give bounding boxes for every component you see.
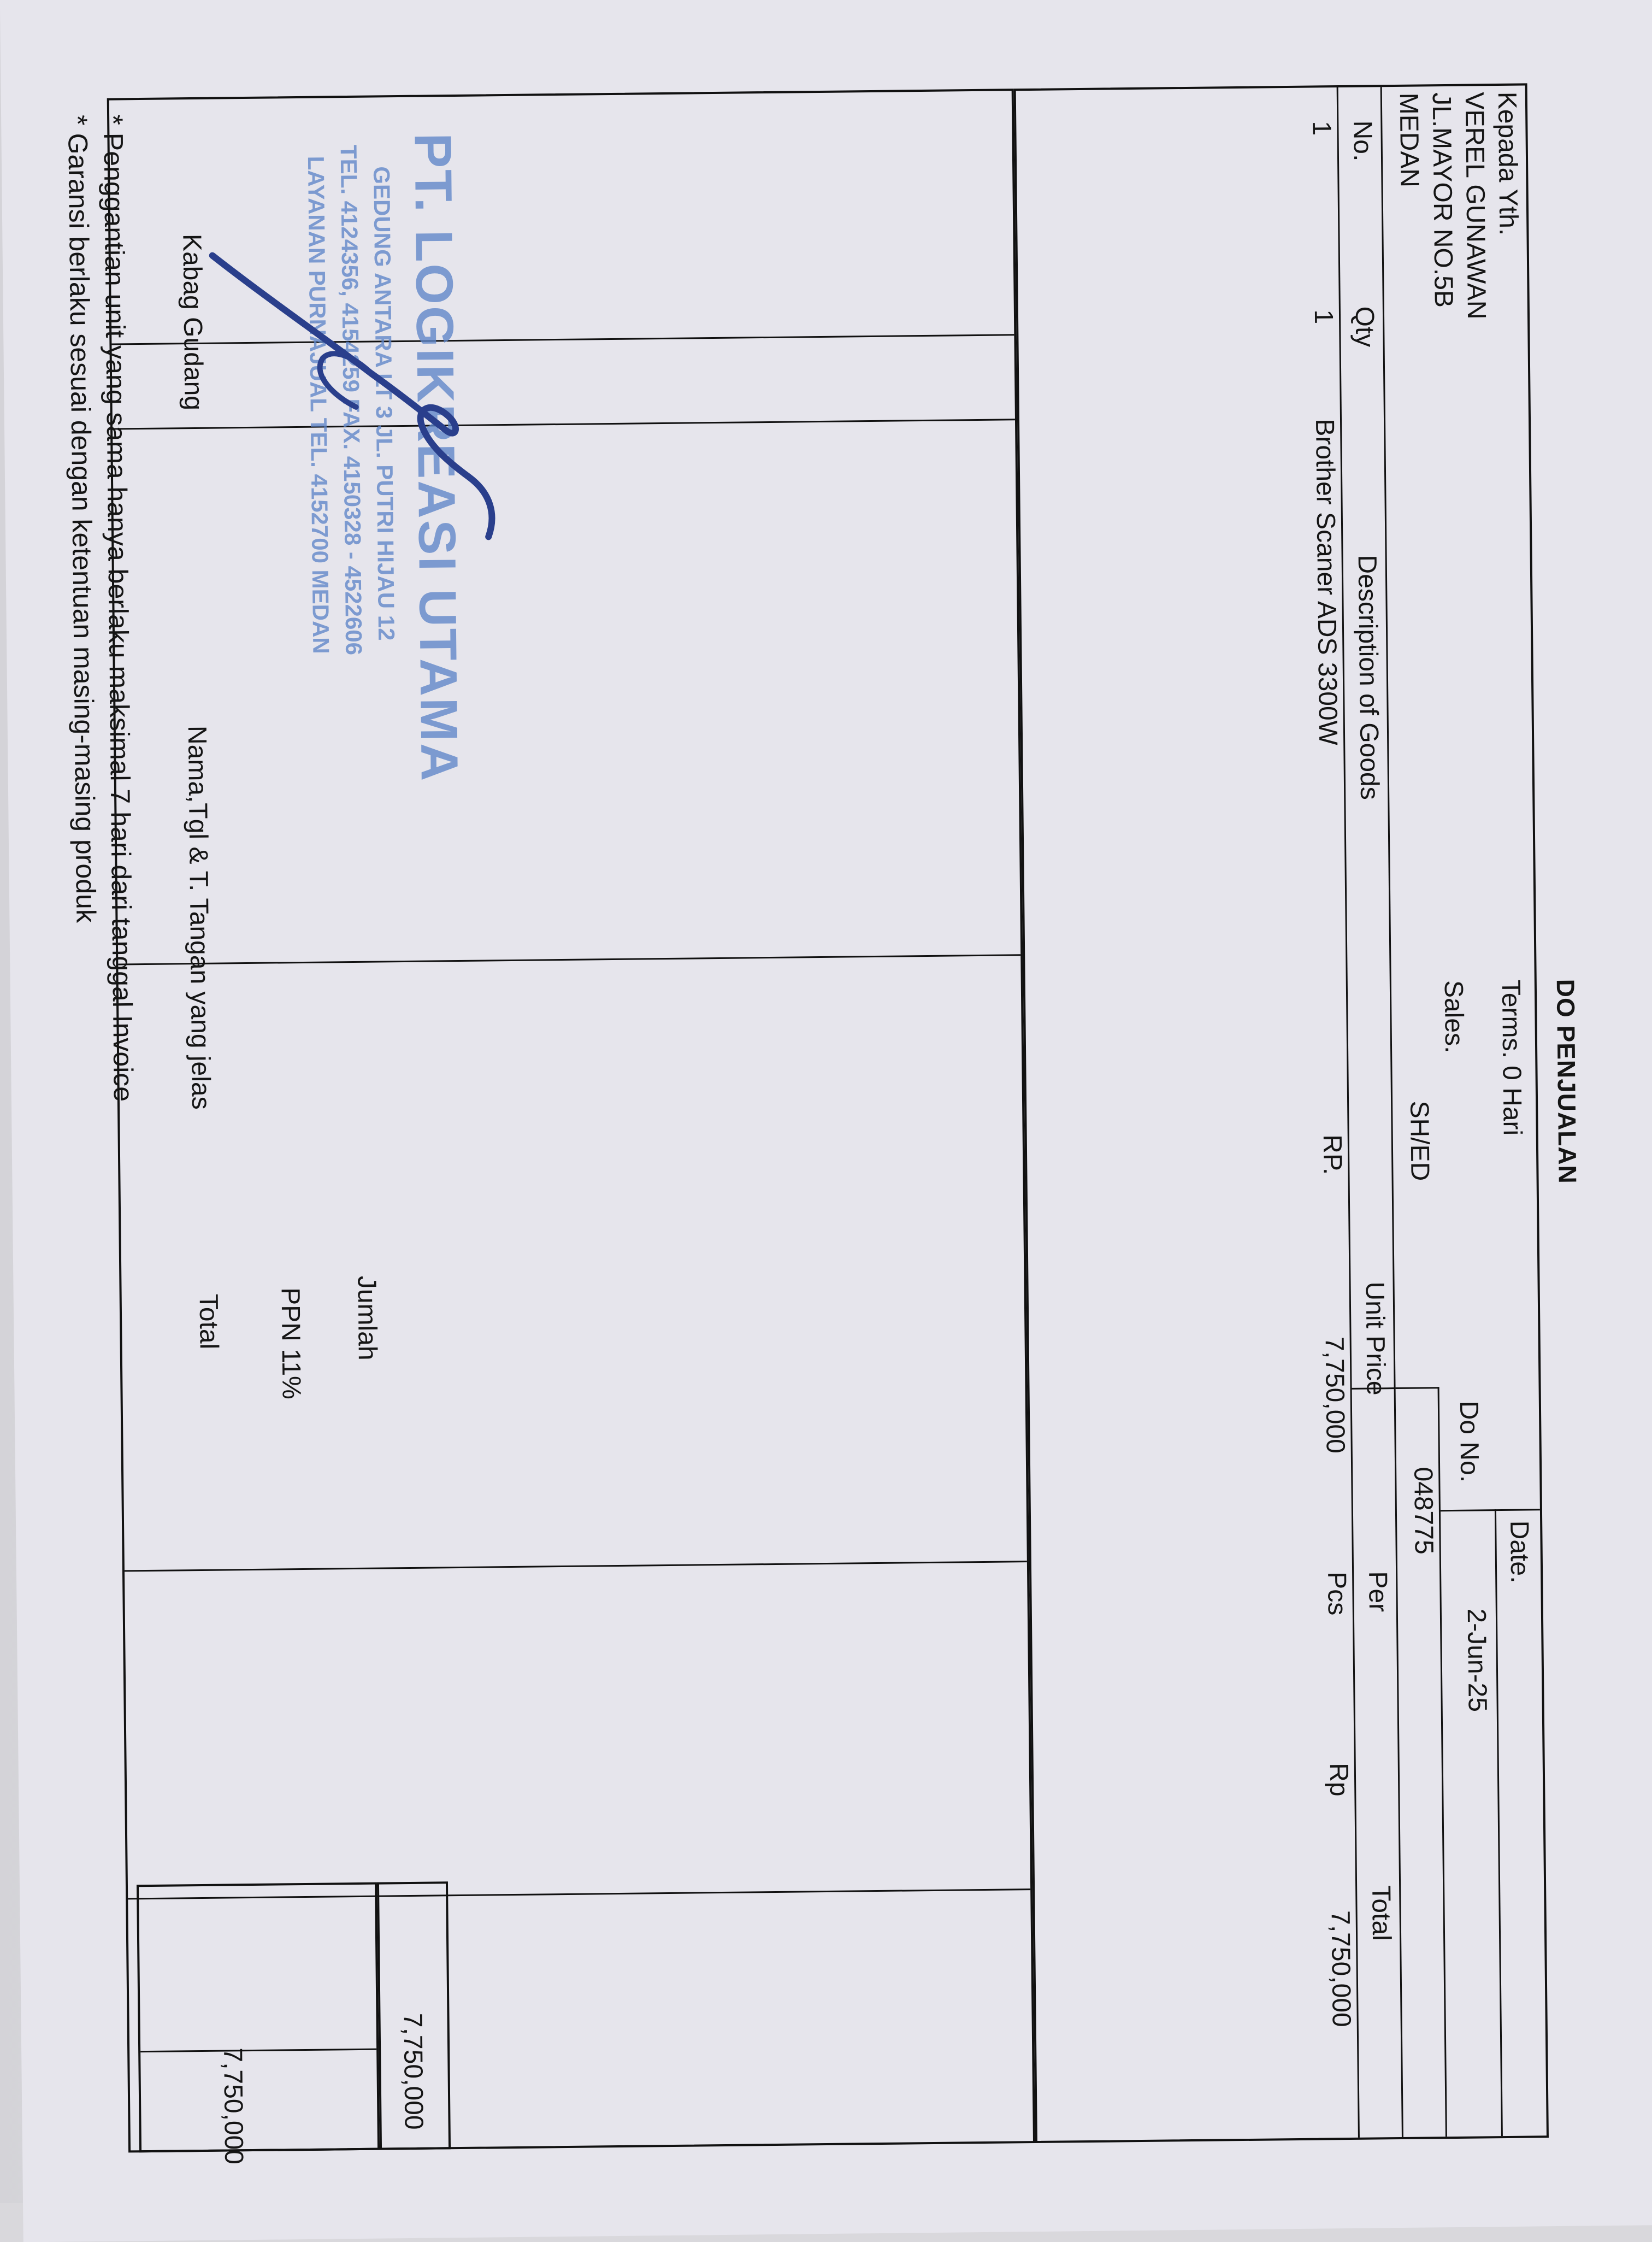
do-no-value: 048775 (1408, 1467, 1438, 1555)
row-total: 7,750,000 (1325, 1910, 1356, 2027)
sales-value: SH/ED (1405, 1101, 1435, 1181)
ppn-label: PPN 11% (275, 1287, 306, 1400)
row-no: 1 (1307, 121, 1336, 136)
stamp-company-name: PT. LOGIKREASI UTAMA (403, 132, 469, 783)
total-value: 7,750,000 (218, 2047, 249, 2165)
row-currency: RP. (1317, 1134, 1347, 1175)
signature-instruction: Nama,Tgl & T. Tangan yang jelas (182, 725, 216, 1110)
column-header-bottom-line (1337, 87, 1360, 2138)
col-line-per (125, 1561, 1027, 1572)
total-box-divider (140, 2049, 376, 2053)
header-form (1014, 83, 1549, 2143)
customer-name: VEREL GUNAWAN (1459, 92, 1491, 320)
column-unit-price: Unit Price (1360, 1281, 1390, 1396)
row-unit-price: 7,750,000 (1319, 1336, 1350, 1454)
addressee-label: Kepada Yth. (1492, 91, 1523, 236)
terms-text: Terms. 0 Hari (1496, 979, 1527, 1136)
jumlah-label: Jumlah (352, 1275, 382, 1361)
document-title: DO PENJUALAN (1551, 979, 1582, 1184)
column-description: Description of Goods (1352, 555, 1384, 800)
row-per: Pcs (1322, 1571, 1352, 1616)
signature-role: Kabag Gudang (177, 233, 208, 411)
sales-label: Sales. (1438, 980, 1469, 1054)
date-divider (1495, 1509, 1503, 2136)
date-label: Date. (1504, 1520, 1535, 1584)
date-value: 2-Jun-25 (1461, 1608, 1492, 1713)
jumlah-value: 7,750,000 (398, 2012, 428, 2130)
stamp-address-line: GEDUNG ANTARA LT 3 JL. PUTRI HIJAU 12 (369, 166, 400, 641)
jumlah-box (377, 1881, 451, 2150)
stamp-phone-line: TEL. 4124356, 4154259 FAX. 4150328 - 4522606 (335, 144, 367, 656)
row-total-currency: Rp (1324, 1762, 1354, 1797)
do-no-divider (1438, 1387, 1447, 2137)
column-per: Per (1363, 1571, 1393, 1613)
do-no-box-left-border (1396, 1387, 1439, 1389)
note-replacement: * Penggantian unit yang sama hanya berlaku maksimal 7 hari dari tanggal Invoice (98, 114, 139, 1102)
handwritten-signature (190, 209, 499, 551)
customer-address: JL.MAYOR NO.5B (1426, 92, 1458, 308)
column-no: No. (1348, 120, 1378, 162)
do-no-label: Do No. (1454, 1400, 1484, 1483)
row-description: Brother Scaner ADS 3300W (1309, 419, 1343, 746)
column-total: Total (1366, 1885, 1396, 1941)
row-qty: 1 (1308, 309, 1338, 325)
note-warranty: * Garansi berlaku sesuai dengan ketentuan masing-masing produk (62, 114, 102, 923)
column-header-top-line (1380, 87, 1403, 2137)
date-box-left-border (1441, 1509, 1540, 1511)
total-label: Total (193, 1293, 223, 1350)
column-qty: Qty (1349, 306, 1379, 348)
stamp-service-line: LAYANAN PURNAJUAL TEL. 4152700 MEDAN (303, 156, 334, 654)
col-line-unit-price (118, 954, 1020, 965)
total-box (137, 1882, 380, 2153)
customer-city: MEDAN (1394, 92, 1424, 188)
